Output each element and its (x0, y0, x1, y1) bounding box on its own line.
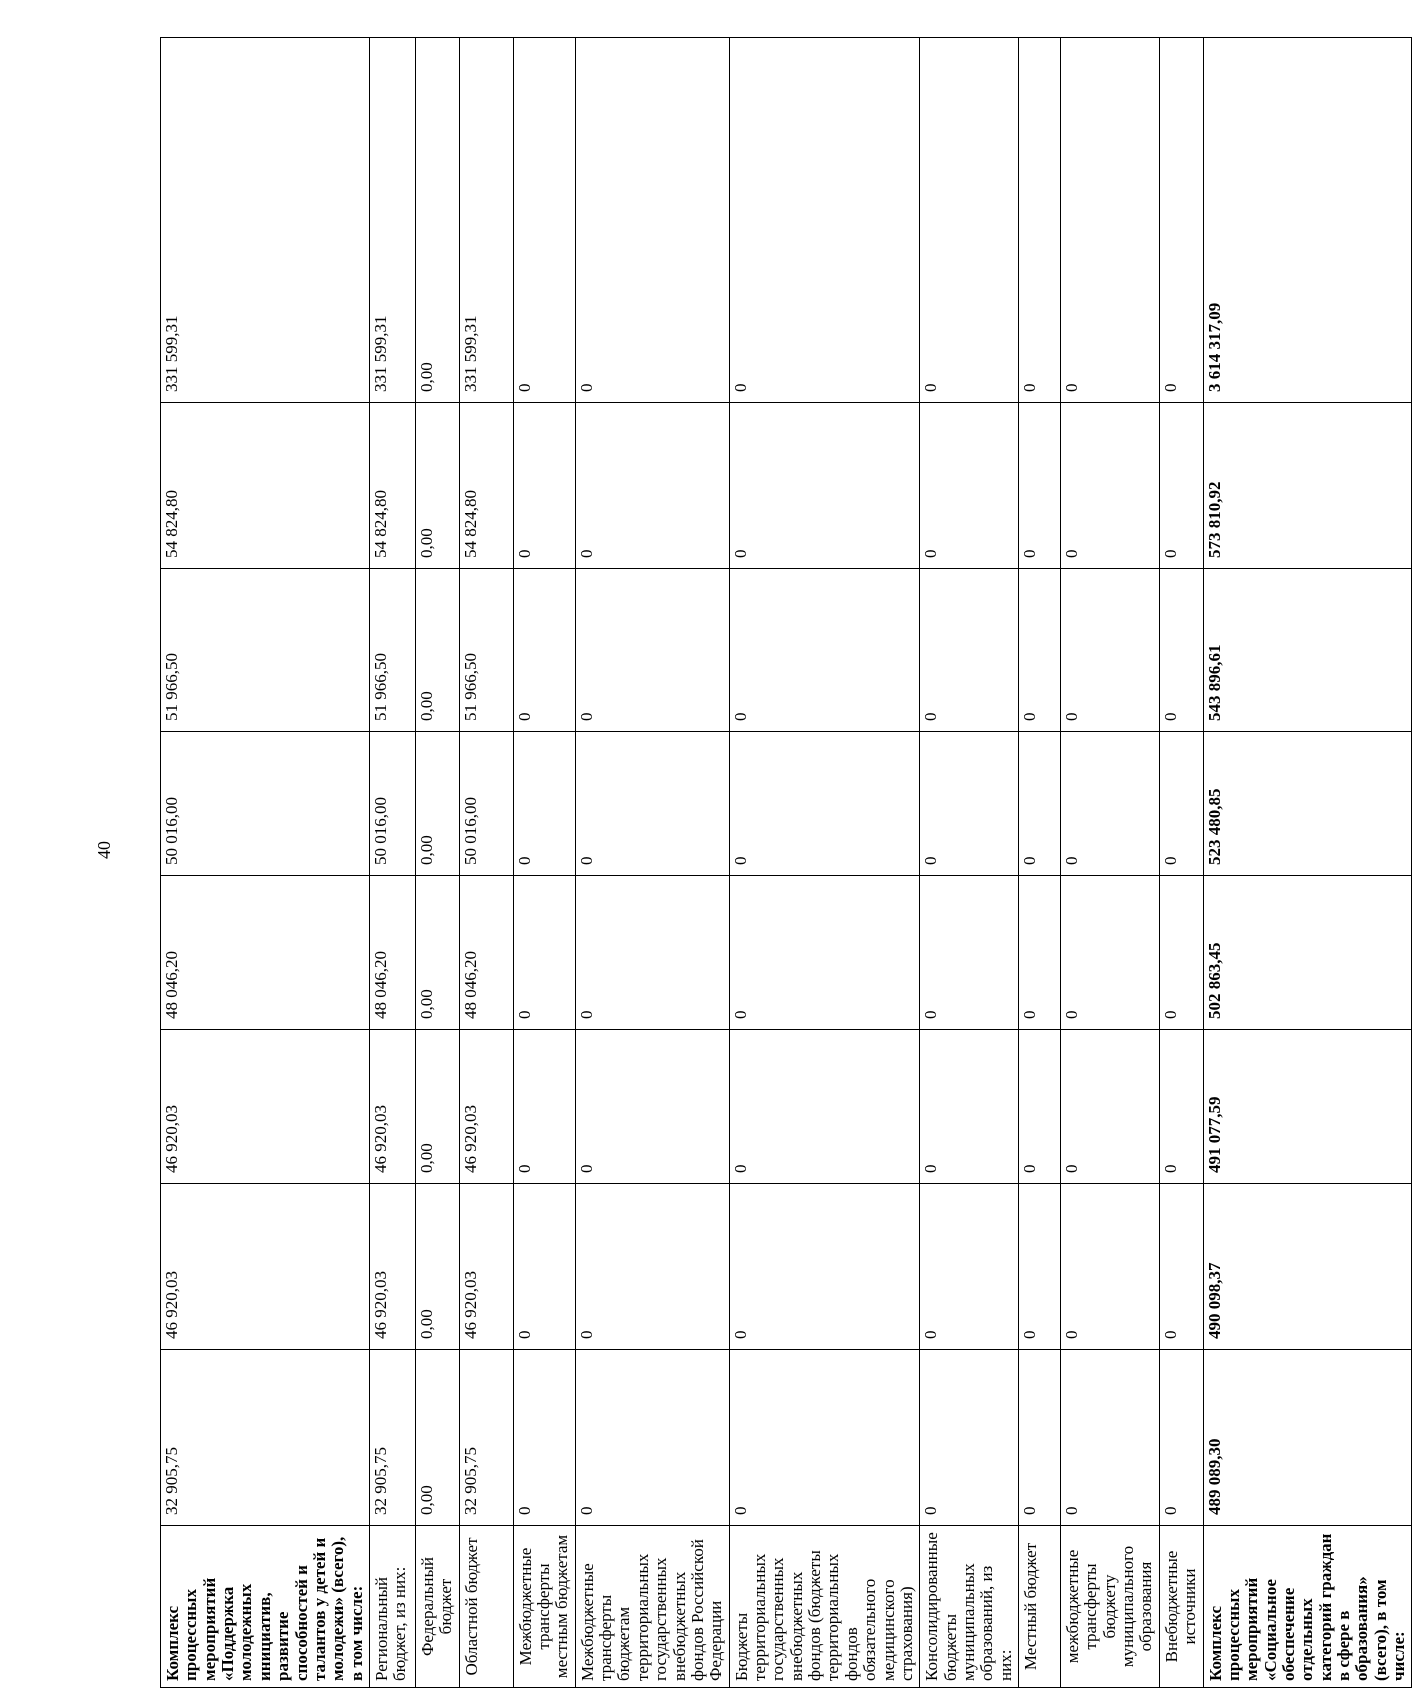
value-cell: 0 (513, 403, 575, 569)
value-cell: 0 (1061, 38, 1160, 403)
table-row (161, 38, 370, 1688)
value-cell: 32 905,75 (161, 1350, 370, 1526)
value-cell: 0 (513, 1350, 575, 1526)
row-label: Межбюджетные трансферты местным бюджетам (513, 1526, 575, 1688)
rotated-page (160, 38, 1409, 1688)
value-cell: 32 905,75 (369, 1350, 415, 1526)
value-cell: 0 (1159, 569, 1203, 732)
value-cell: 0 (920, 1184, 1019, 1350)
table-row (729, 38, 920, 1688)
value-cell: 0 (575, 403, 729, 569)
value-cell: 0 (513, 732, 575, 876)
value-cell: 0 (729, 403, 920, 569)
row-label: Областной бюджет (459, 1526, 513, 1688)
value-cell: 0 (1159, 403, 1203, 569)
value-cell: 0 (1159, 732, 1203, 876)
table-row (369, 38, 415, 1688)
value-cell: 0 (513, 1030, 575, 1184)
value-cell: 0 (575, 38, 729, 403)
row-label: Региональный бюджет, из них: (369, 1526, 415, 1688)
value-cell: 0,00 (415, 1350, 459, 1526)
value-cell: 0 (1019, 1350, 1061, 1526)
value-cell: 0,00 (415, 569, 459, 732)
value-cell: 0 (1159, 1350, 1203, 1526)
value-cell: 46 920,03 (369, 1030, 415, 1184)
value-cell: 573 810,92 (1203, 403, 1412, 569)
value-cell: 502 863,45 (1203, 876, 1412, 1030)
value-cell: 0 (575, 1030, 729, 1184)
value-cell: 0,00 (415, 38, 459, 403)
value-cell: 490 098,37 (1203, 1184, 1412, 1350)
table-row (1019, 38, 1061, 1688)
value-cell: 48 046,20 (459, 876, 513, 1030)
value-cell: 0 (920, 403, 1019, 569)
value-cell: 543 896,61 (1203, 569, 1412, 732)
value-cell: 0 (575, 732, 729, 876)
table-row (459, 38, 513, 1688)
value-cell: 0 (920, 38, 1019, 403)
value-cell: 0 (729, 1350, 920, 1526)
value-cell: 54 824,80 (369, 403, 415, 569)
table-row (513, 38, 575, 1688)
value-cell: 0 (1019, 1184, 1061, 1350)
value-cell: 0 (1159, 1184, 1203, 1350)
value-cell: 46 920,03 (459, 1184, 513, 1350)
value-cell: 0 (920, 1030, 1019, 1184)
value-cell: 0 (729, 732, 920, 876)
value-cell: 0,00 (415, 1030, 459, 1184)
value-cell: 0 (1061, 1184, 1160, 1350)
value-cell: 0,00 (415, 403, 459, 569)
value-cell: 0,00 (415, 732, 459, 876)
value-cell: 0 (1019, 876, 1061, 1030)
row-label: Местный бюджет (1019, 1526, 1061, 1688)
value-cell: 0 (575, 1184, 729, 1350)
table-row (575, 38, 729, 1688)
budget-table (160, 37, 1412, 1688)
value-cell: 0 (1159, 38, 1203, 403)
value-cell: 0 (513, 38, 575, 403)
value-cell: 331 599,31 (369, 38, 415, 403)
value-cell: 0 (1019, 569, 1061, 732)
value-cell: 48 046,20 (161, 876, 370, 1030)
value-cell: 0 (920, 1350, 1019, 1526)
value-cell: 0 (575, 876, 729, 1030)
value-cell: 51 966,50 (369, 569, 415, 732)
table-row (415, 38, 459, 1688)
value-cell: 0 (575, 569, 729, 732)
table-row (1159, 38, 1203, 1688)
value-cell: 0,00 (415, 876, 459, 1030)
row-label: Комплекс процессных мероприятий «Социальное обеспечение отдельных категорий граждан в сфере в образования» (всего), в том числе: (1203, 1526, 1412, 1688)
value-cell: 54 824,80 (459, 403, 513, 569)
value-cell: 0 (729, 38, 920, 403)
value-cell: 523 480,85 (1203, 732, 1412, 876)
row-label: Комплекс процессных мероприятий «Поддержка молодежных инициатив, развитие способностей и талантов у детей и молодежи» (всего), в том числе: (161, 1526, 370, 1688)
value-cell: 491 077,59 (1203, 1030, 1412, 1184)
value-cell: 0,00 (415, 1184, 459, 1350)
row-label: Федеральный бюджет (415, 1526, 459, 1688)
value-cell: 46 920,03 (459, 1030, 513, 1184)
row-label: межбюджетные трансферты бюджету муниципального образования (1061, 1526, 1160, 1688)
value-cell: 32 905,75 (459, 1350, 513, 1526)
value-cell: 0 (1019, 732, 1061, 876)
value-cell: 3 614 317,09 (1203, 38, 1412, 403)
value-cell: 0 (1159, 1030, 1203, 1184)
value-cell: 50 016,00 (369, 732, 415, 876)
value-cell: 46 920,03 (161, 1030, 370, 1184)
value-cell: 0 (1019, 403, 1061, 569)
value-cell: 0 (920, 732, 1019, 876)
value-cell: 0 (1061, 403, 1160, 569)
value-cell: 48 046,20 (369, 876, 415, 1030)
value-cell: 0 (1061, 1030, 1160, 1184)
value-cell: 0 (1061, 1350, 1160, 1526)
value-cell: 0 (729, 569, 920, 732)
value-cell: 0 (729, 1030, 920, 1184)
value-cell: 0 (1019, 1030, 1061, 1184)
table-row (920, 38, 1019, 1688)
value-cell: 331 599,31 (459, 38, 513, 403)
value-cell: 0 (513, 876, 575, 1030)
value-cell: 489 089,30 (1203, 1350, 1412, 1526)
value-cell: 0 (513, 569, 575, 732)
row-label: Межбюджетные трансферты бюджетам территориальных государственных внебюджетных фондов Российской Федерации (575, 1526, 729, 1688)
row-label: Внебюджетные источники (1159, 1526, 1203, 1688)
page-number: 40 (94, 841, 114, 859)
value-cell: 0 (920, 569, 1019, 732)
value-cell: 54 824,80 (161, 403, 370, 569)
value-cell: 46 920,03 (369, 1184, 415, 1350)
value-cell: 51 966,50 (161, 569, 370, 732)
value-cell: 0 (513, 1184, 575, 1350)
value-cell: 50 016,00 (459, 732, 513, 876)
table-row (1203, 38, 1412, 1688)
value-cell: 50 016,00 (161, 732, 370, 876)
value-cell: 0 (1061, 732, 1160, 876)
value-cell: 0 (920, 876, 1019, 1030)
value-cell: 0 (1061, 569, 1160, 732)
value-cell: 46 920,03 (161, 1184, 370, 1350)
value-cell: 0 (729, 876, 920, 1030)
table-row (1061, 38, 1160, 1688)
value-cell: 51 966,50 (459, 569, 513, 732)
budget-table-rotated (160, 38, 1409, 1688)
value-cell: 0 (1159, 876, 1203, 1030)
value-cell: 0 (575, 1350, 729, 1526)
row-label: Консолидированные бюджеты муниципальных образований, из них: (920, 1526, 1019, 1688)
row-label: Бюджеты территориальных государственных внебюджетных фондов (бюджеты территориальных фондов обязательного медицинского страхования) (729, 1526, 920, 1688)
value-cell: 0 (729, 1184, 920, 1350)
value-cell: 0 (1019, 38, 1061, 403)
value-cell: 0 (1061, 876, 1160, 1030)
value-cell: 331 599,31 (161, 38, 370, 403)
